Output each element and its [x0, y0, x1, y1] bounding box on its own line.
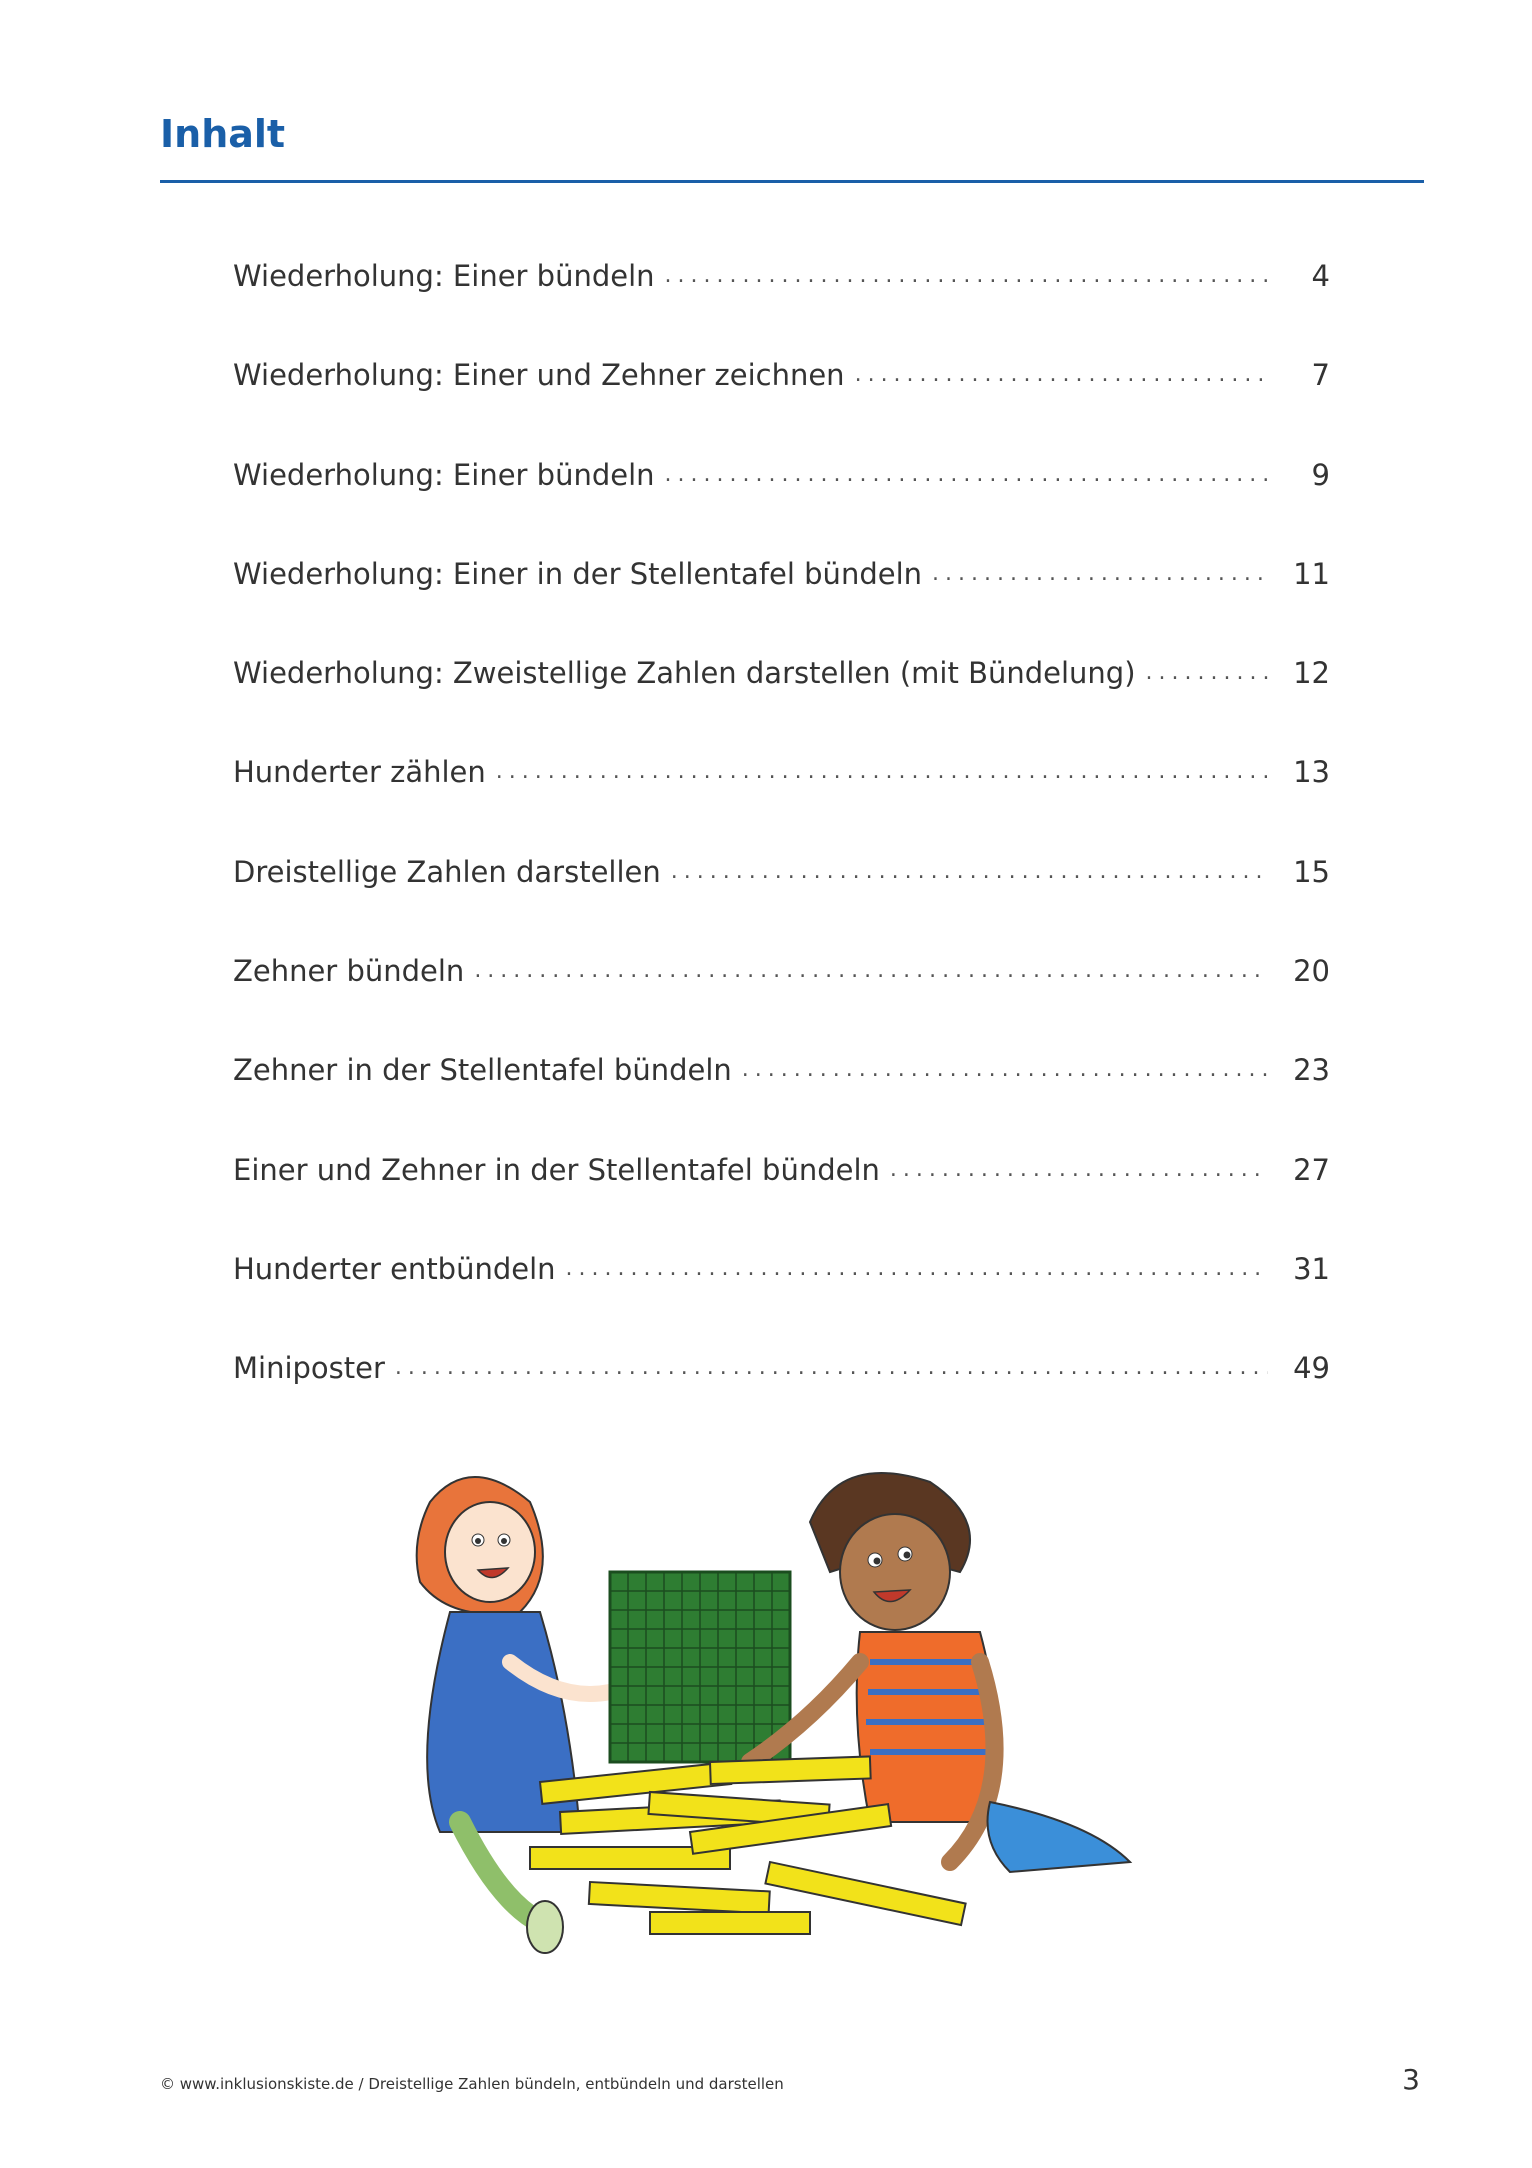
toc-entry[interactable] [233, 854, 1330, 953]
table-of-contents [233, 258, 1330, 1450]
toc-entry[interactable] [233, 953, 1330, 1052]
toc-entry-title: Einer und Zehner in der Stellentafel bündeln [233, 1152, 880, 1187]
toc-entry-page: 9 [1311, 457, 1330, 492]
toc-entry-title: Wiederholung: Einer und Zehner zeichnen [233, 358, 845, 393]
footer-page-number: 3 [1402, 2063, 1420, 2096]
toc-entry-title: Dreistellige Zahlen darstellen [233, 854, 661, 889]
page-title: Inhalt [160, 112, 286, 156]
toc-entry-page: 4 [1311, 259, 1330, 293]
toc-dot-leader [395, 1350, 1268, 1386]
toc-dot-leader [496, 754, 1268, 790]
girl-figure [417, 1477, 610, 1953]
toc-entry[interactable] [233, 556, 1330, 655]
toc-dot-leader [1146, 655, 1268, 691]
toc-entry-page: 11 [1293, 556, 1330, 591]
toc-entry[interactable] [233, 1152, 1330, 1251]
toc-entry-page: 31 [1293, 1251, 1330, 1286]
toc-entry-title: Hunderter zählen [233, 755, 486, 790]
footer-copyright: © www.inklusionskiste.de / Dreistellige Zahlen bündeln, entbündeln und darstellen [160, 2075, 784, 2093]
toc-dot-leader [742, 1052, 1268, 1088]
toc-entry-page: 15 [1293, 854, 1330, 889]
toc-entry-page: 7 [1311, 358, 1330, 393]
toc-entry-page: 12 [1293, 656, 1330, 691]
toc-dot-leader [665, 457, 1268, 493]
toc-dot-leader [855, 357, 1268, 393]
toc-entry-page: 49 [1293, 1351, 1330, 1386]
toc-dot-leader [671, 854, 1268, 890]
toc-entry[interactable] [233, 1350, 1330, 1449]
toc-dot-leader [932, 556, 1268, 592]
toc-entry[interactable] [233, 655, 1330, 754]
toc-entry[interactable] [233, 457, 1330, 556]
toc-entry-page: 27 [1293, 1152, 1330, 1187]
toc-entry-title: Wiederholung: Einer bündeln [233, 259, 655, 293]
toc-entry-page: 23 [1293, 1053, 1330, 1088]
title-divider [160, 180, 1424, 183]
toc-entry-title: Zehner in der Stellentafel bündeln [233, 1053, 732, 1088]
toc-entry[interactable] [233, 1052, 1330, 1151]
toc-dot-leader [474, 953, 1268, 989]
toc-entry[interactable] [233, 1251, 1330, 1350]
toc-dot-leader [665, 258, 1268, 294]
toc-entry-title: Wiederholung: Einer in der Stellentafel bündeln [233, 556, 923, 591]
toc-entry-page: 20 [1293, 954, 1330, 989]
hundred-square-block [610, 1572, 790, 1762]
toc-entry-title: Wiederholung: Zweistellige Zahlen darstellen (mit Bündelung) [233, 656, 1136, 691]
toc-entry-title: Zehner bündeln [233, 954, 465, 989]
toc-entry-title: Hunderter entbündeln [233, 1251, 556, 1286]
toc-entry[interactable] [233, 357, 1330, 456]
toc-entry[interactable] [233, 258, 1330, 357]
toc-entry-title: Miniposter [233, 1351, 385, 1386]
toc-entry-page: 13 [1293, 755, 1330, 790]
toc-entry[interactable] [233, 754, 1330, 853]
toc-dot-leader [566, 1251, 1268, 1287]
toc-dot-leader [890, 1152, 1268, 1188]
children-illustration [390, 1462, 1150, 2002]
toc-entry-title: Wiederholung: Einer bündeln [233, 457, 655, 492]
